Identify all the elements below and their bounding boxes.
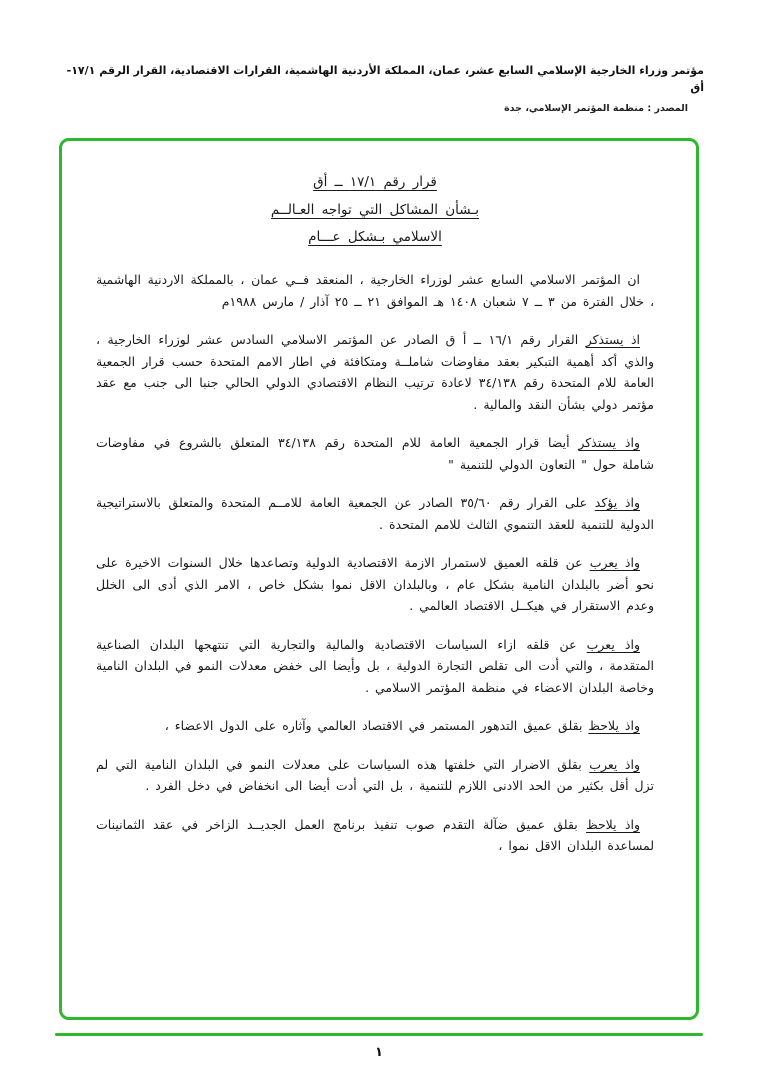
resolution-paragraph: واذ يعرب بقلق الاضرار التي خلفتها هذه السياسات على معدلات النمو في البلدان النامية التي لم تزل أقل بكثير من الحد الادنى اللازم للتنمية ، بل التي أدت أيضا الى انخفاض في دخل الفرد . xyxy=(96,756,654,794)
paragraph-lead-phrase: واذ يؤكد xyxy=(594,495,640,511)
resolution-title-line-2 xyxy=(96,197,654,225)
paragraph-lead-phrase: واذ يستذكر xyxy=(578,435,640,451)
resolution-paragraph: واذ يعرب عن قلقه العميق لاستمرار الازمة الاقتصادية الدولية وتصاعدها خلال السنوات الاخيرة على نحو أضر بالبلدان النامية بشكل عام ، وبالبلدان الاقل نموا بشكل خاص ، الامر الذي أدى الى الخلل وعدم الاستقرار في هيكــل الاقتصاد العالمي . xyxy=(96,555,654,614)
resolution-paragraph: واذ يلاحظ بقلق عميق ضآلة التقدم صوب تنفيذ برنامج العمل الجديــد الزاخر في عقد الثمانينات لمساعدة البلدان الاقل نموا ، xyxy=(96,816,654,854)
header-citation: مؤتمر وزراء الخارجية الإسلامي السابع عشر، عمان، المملكة الأردنية الهاشمية، القرارات الاقتصادية، القرار الرقم ١٧/١-أق xyxy=(66,64,704,95)
paragraph-lead-phrase: واذ يلاحظ xyxy=(588,718,640,734)
resolution-subject: بـشأن المشاكل التي تواجه العـالــم xyxy=(270,201,480,218)
paragraph-lead-phrase: واذ يعرب xyxy=(586,636,640,652)
paragraph-lead-phrase: واذ يلاحظ xyxy=(586,816,640,832)
document-header xyxy=(0,62,758,114)
paragraph-lead-phrase: واذ يعرب xyxy=(589,756,640,772)
scanned-document-frame xyxy=(59,138,699,1020)
paragraph-lead-phrase: اذ يستذكر xyxy=(585,332,641,348)
resolution-title-line-3 xyxy=(96,224,654,252)
resolution-subject-continued: الاسلامي بـشكل عـــام xyxy=(308,229,442,246)
bottom-green-rule xyxy=(55,1033,703,1036)
source-line: المصدر : منظمة المؤتمر الإسلامي، جدة xyxy=(504,103,688,115)
resolution-title xyxy=(96,169,654,252)
resolution-paragraph: اذ يستذكر القرار رقم ١٦/١ ــ أ ق الصادر عن المؤتمر الاسلامي السادس عشر لوزراء الخارجية ، والذي أكد أهمية التبكير بعقد مفاوضات شاملــة ومتكافئة في اطار الامم المتحدة حسب قرار الجمعية العامة للام المتحدة رقم ٣٤/١٣٨ لاعادة ترتيب النظام الاقتصادي الدولي الحالي جنبا الى جنب مع عقد مؤتمر دولي بشأن النقد والمالية . xyxy=(96,332,654,412)
resolution-paragraph: واذ يلاحظ بقلق عميق التدهور المستمر في الاقتصاد العالمي وآثاره على الدول الاعضاء ، xyxy=(164,718,640,734)
resolution-paragraph: واذ يؤكد على القرار رقم ٣٥/٦٠ الصادر عن الجمعية العامة للامــم المتحدة والمتعلق بالاستراتيجية الدولية للتنمية للعقد التنموي الثالث للامم المتحدة . xyxy=(96,495,654,532)
resolution-paragraph: واذ يعرب عن قلقه ازاء السياسات الاقتصادية والمالية والتجارية التي تنتهجها البلدان الصناعية المتقدمة ، والتي أدت الى تقلص التجارة الدولية ، بل وأيضا الى خفض معدلات النمو في البلدان النامية وخاصة البلدان الاعضاء في منظمة المؤتمر الاسلامي . xyxy=(96,636,654,695)
resolution-body xyxy=(96,269,654,857)
resolution-number: قرار رقم ١٧/١ ــ أق xyxy=(313,174,437,191)
resolution-paragraph: ان المؤتمر الاسلامي السابع عشر لوزراء الخارجية ، المنعقد فــي عمان ، بالمملكة الاردنية الهاشمية ، خلال الفترة من ٣ ــ ٧ شعبان ١٤٠٨ هـ الموافق ٢١ ــ ٢٥ آذار / مارس ١٩٨٨م xyxy=(96,272,654,309)
resolution-paragraph: واذ يستذكر أيضا قرار الجمعية العامة للام المتحدة رقم ٣٤/١٣٨ المتعلق بالشروع في مفاوضات شاملة حول " التعاون الدولي للتنمية " xyxy=(96,435,654,472)
page-number: ١ xyxy=(375,1045,383,1061)
paragraph-lead-phrase: واذ يعرب xyxy=(589,555,640,571)
resolution-title-line-1 xyxy=(96,169,654,197)
